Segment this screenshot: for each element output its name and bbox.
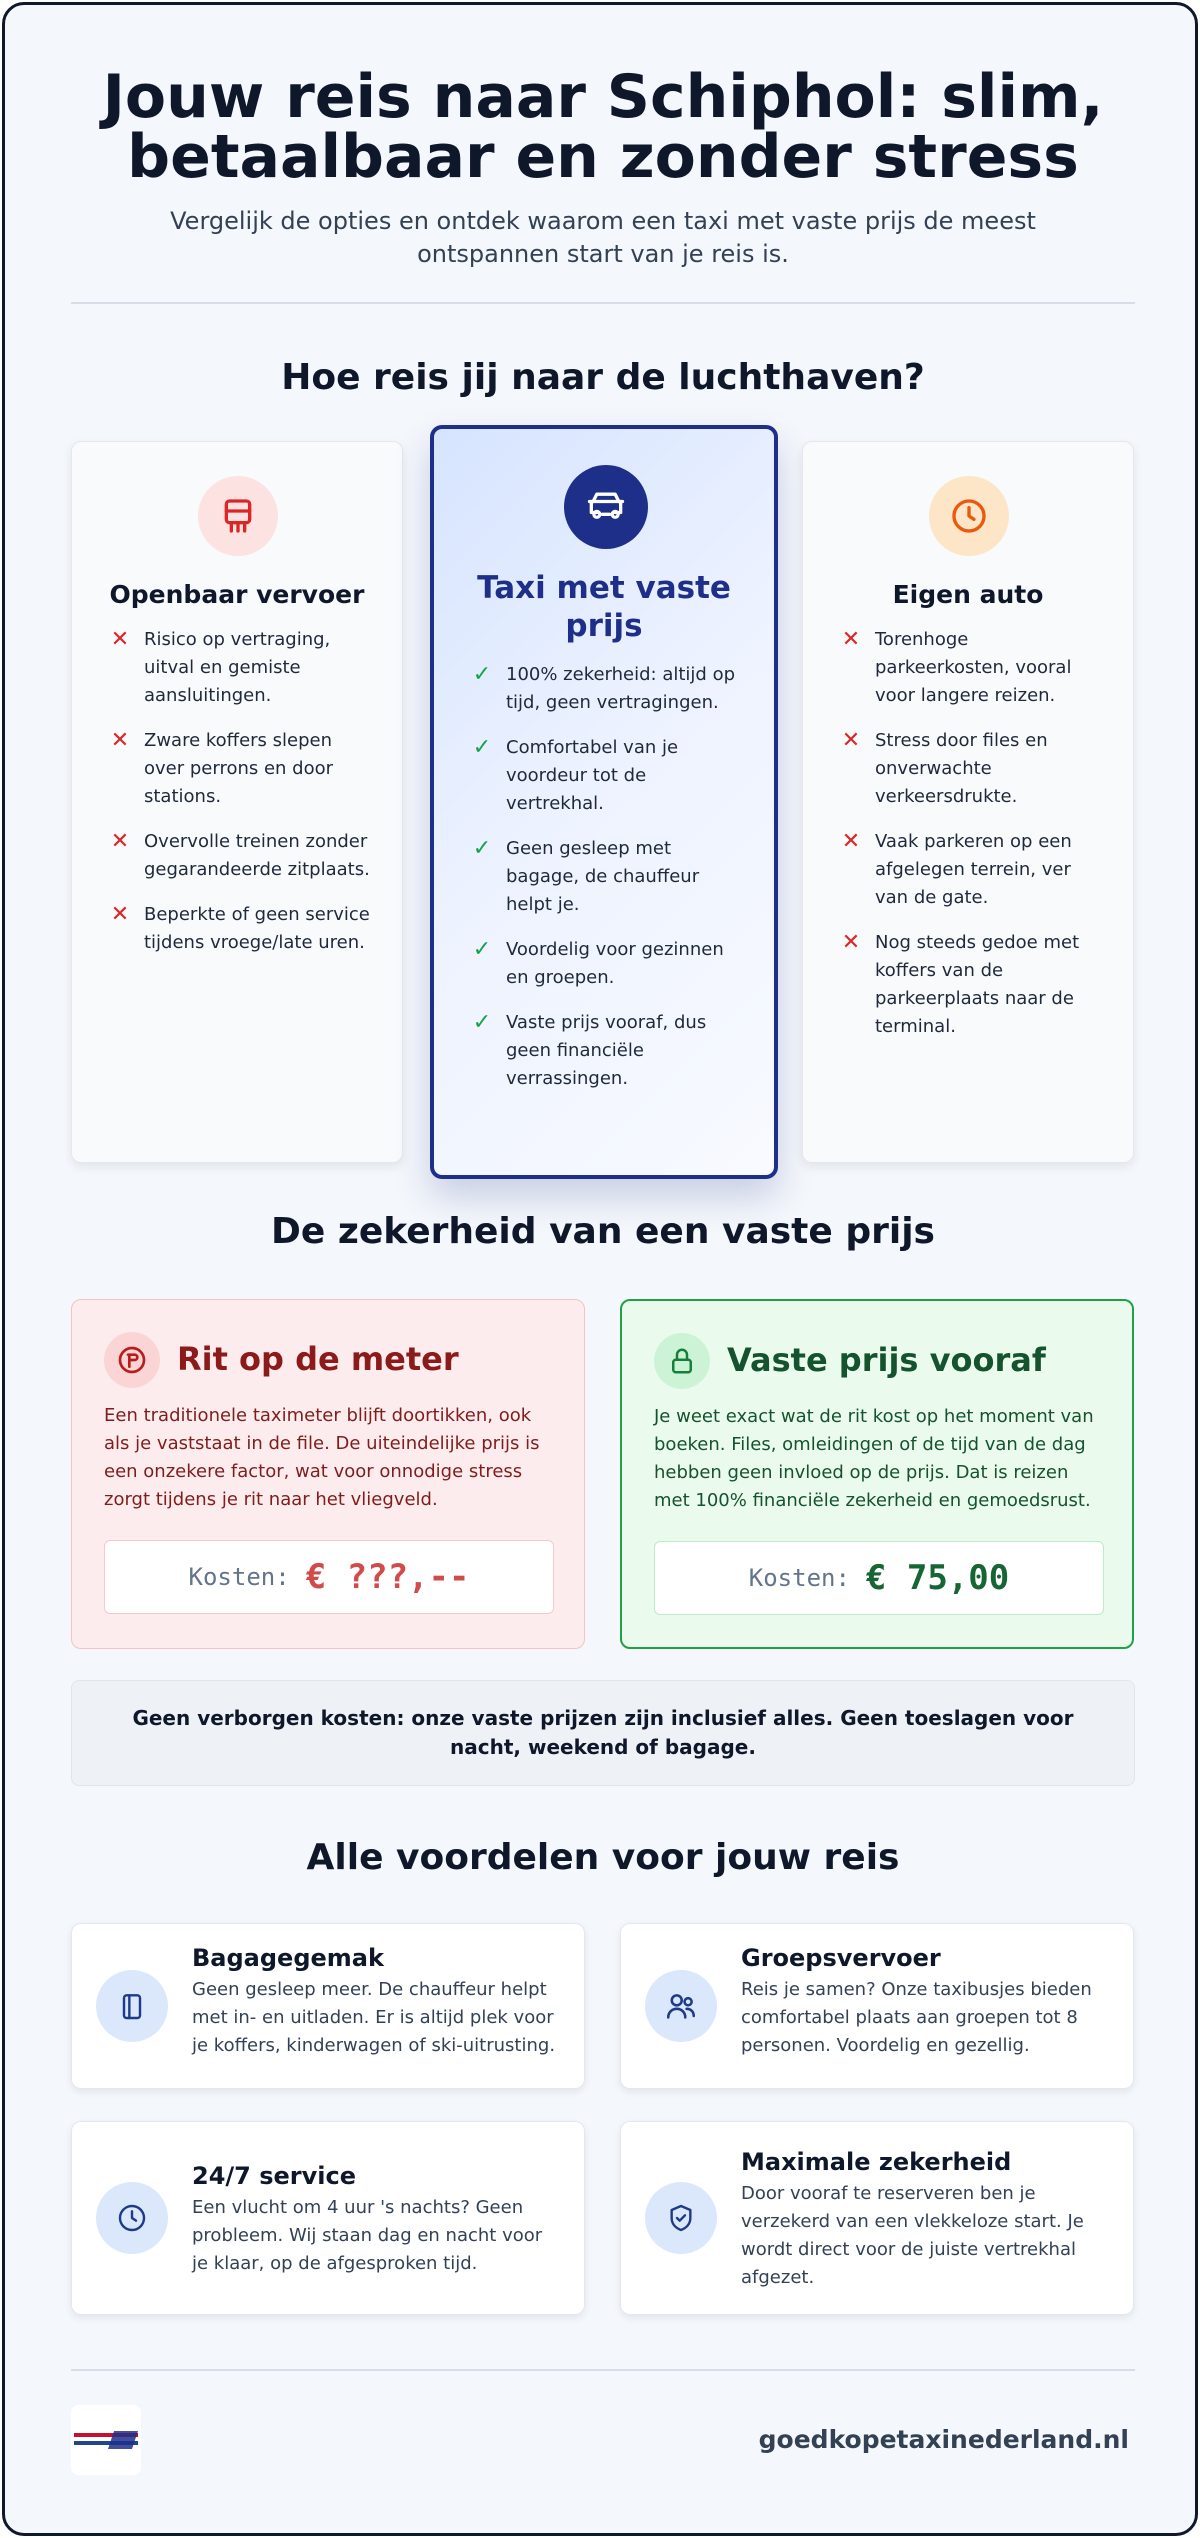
card-own-car bbox=[802, 441, 1134, 1163]
check-icon: ✓ bbox=[472, 836, 492, 861]
list-item: ✓ 100% zekerheid: altijd op tijd, geen vertragingen. bbox=[468, 661, 738, 717]
card-taxi-fixed-price bbox=[430, 425, 778, 1179]
company-logo[interactable] bbox=[71, 2405, 141, 2475]
benefit-title: Maximale zekerheid bbox=[741, 2148, 1012, 2176]
cost-value: € ???,-- bbox=[305, 1557, 470, 1597]
benefits-heading: Alle voordelen voor jouw reis bbox=[306, 1837, 900, 1878]
card-meter-price bbox=[71, 1299, 585, 1649]
check-icon: ✓ bbox=[472, 735, 492, 760]
benefit-card-service bbox=[71, 2121, 585, 2315]
infographic-page bbox=[2, 2, 1198, 2536]
website-link[interactable]: goedkopetaxinederland.nl bbox=[758, 2425, 1129, 2454]
benefit-text: Door vooraf te reserveren ben je verzekerd van een vlekkeloze start. Je wordt direct voor de juiste vertrekhal afgezet. bbox=[741, 2183, 1084, 2288]
benefit-title: Groepsvervoer bbox=[741, 1944, 941, 1972]
cross-icon: ✕ bbox=[110, 902, 130, 927]
list-item: ✕ Stress door files en onverwachte verkeersdrukte. bbox=[837, 727, 1107, 811]
clock-icon bbox=[929, 476, 1009, 556]
car-icon bbox=[564, 465, 648, 549]
benefit-text: Reis je samen? Onze taxibusjes bieden comfortabel plaats aan groepen tot 8 personen. Voordelig en gezellig. bbox=[741, 1979, 1092, 2056]
list-item: ✓ Geen gesleep met bagage, de chauffeur helpt je. bbox=[468, 835, 738, 919]
cross-icon: ✕ bbox=[841, 829, 861, 854]
list-item: ✕ Nog steeds gedoe met koffers van de parkeerplaats naar de terminal. bbox=[837, 929, 1107, 1041]
lock-icon bbox=[654, 1333, 710, 1389]
cost-box bbox=[654, 1541, 1104, 1615]
check-icon: ✓ bbox=[472, 937, 492, 962]
benefit-card-group bbox=[620, 1923, 1134, 2089]
benefit-card-luggage bbox=[71, 1923, 585, 2089]
card-title: Eigen auto bbox=[892, 580, 1044, 609]
list-item: ✓ Vaste prijs vooraf, dus geen financiële verrassingen. bbox=[468, 1009, 738, 1093]
card-title: Openbaar vervoer bbox=[109, 580, 365, 609]
meter-icon bbox=[104, 1332, 160, 1388]
benefit-text: Geen gesleep meer. De chauffeur helpt met in- en uitladen. Er is altijd plek voor je koffers, kinderwagen of ski-uitrusting. bbox=[192, 1979, 556, 2056]
cross-icon: ✕ bbox=[110, 728, 130, 753]
cost-value: € 75,00 bbox=[865, 1558, 1010, 1598]
card-text: Een traditionele taximeter blijft doortikken, ook als je vaststaat in de file. De uiteindelijke prijs is een onzekere factor, wat voor onnodige stress zorgt tijdens je rit naar het vliegveld. bbox=[104, 1405, 540, 1510]
no-hidden-costs-note: Geen verborgen kosten: onze vaste prijzen zijn inclusief alles. Geen toeslagen voor nacht, weekend of bagage. bbox=[71, 1680, 1135, 1786]
users-icon bbox=[645, 1970, 717, 2042]
cross-icon: ✕ bbox=[841, 627, 861, 652]
list-item: ✕ Zware koffers slepen over perrons en door stations. bbox=[106, 727, 376, 811]
shield-check-icon bbox=[645, 2182, 717, 2254]
train-icon bbox=[198, 476, 278, 556]
card-title: Rit op de meter bbox=[177, 1340, 459, 1378]
benefit-text: Een vlucht om 4 uur 's nachts? Geen probleem. Wij staan dag en nacht voor je klaar, op de afgesproken tijd. bbox=[192, 2197, 543, 2274]
divider bbox=[71, 302, 1135, 304]
list-item: ✕ Beperkte of geen service tijdens vroege/late uren. bbox=[106, 901, 376, 957]
pricing-heading: De zekerheid van een vaste prijs bbox=[271, 1211, 935, 1252]
check-icon: ✓ bbox=[472, 1010, 492, 1035]
cross-icon: ✕ bbox=[110, 627, 130, 652]
footer-divider bbox=[71, 2369, 1135, 2371]
benefit-title: 24/7 service bbox=[192, 2162, 356, 2190]
list-item: ✓ Voordelig voor gezinnen en groepen. bbox=[468, 936, 738, 992]
card-fixed-price bbox=[620, 1299, 1134, 1649]
card-text: Je weet exact wat de rit kost op het moment van boeken. Files, omleidingen of de tijd van de dag hebben geen invloed op de prijs. Dat is reizen met 100% financiële zekerheid en gemoedsrust. bbox=[654, 1406, 1094, 1511]
cost-label: Kosten: bbox=[188, 1563, 290, 1591]
card-title: Taxi met vaste prijs bbox=[477, 570, 731, 644]
page-subtitle: Vergelijk de opties en ontdek waarom een taxi met vaste prijs de meest ontspannen start van je reis is. bbox=[170, 207, 1036, 268]
card-public-transport bbox=[71, 441, 403, 1163]
cross-icon: ✕ bbox=[110, 829, 130, 854]
cross-icon: ✕ bbox=[841, 930, 861, 955]
list-item: ✓ Comfortabel van je voordeur tot de vertrekhal. bbox=[468, 734, 738, 818]
check-icon: ✓ bbox=[472, 662, 492, 687]
list-item: ✕ Vaak parkeren op een afgelegen terrein, ver van de gate. bbox=[837, 828, 1107, 912]
bullet-list bbox=[837, 626, 1107, 1058]
bullet-list bbox=[468, 661, 738, 1110]
benefit-card-certainty bbox=[620, 2121, 1134, 2315]
bullet-list bbox=[106, 626, 376, 974]
benefit-title: Bagagegemak bbox=[192, 1944, 384, 1972]
list-item: ✕ Overvolle treinen zonder gegarandeerde zitplaats. bbox=[106, 828, 376, 884]
clock-icon bbox=[96, 2182, 168, 2254]
cross-icon: ✕ bbox=[841, 728, 861, 753]
comparison-heading: Hoe reis jij naar de luchthaven? bbox=[281, 357, 925, 398]
cost-box bbox=[104, 1540, 554, 1614]
cost-label: Kosten: bbox=[748, 1564, 850, 1592]
list-item: ✕ Torenhoge parkeerkosten, vooral voor langere reizen. bbox=[837, 626, 1107, 710]
card-title: Vaste prijs vooraf bbox=[727, 1341, 1046, 1379]
page-title: Jouw reis naar Schiphol: slim, betaalbaar en zonder stress bbox=[102, 62, 1104, 192]
suitcase-icon bbox=[96, 1970, 168, 2042]
list-item: ✕ Risico op vertraging, uitval en gemiste aansluitingen. bbox=[106, 626, 376, 710]
